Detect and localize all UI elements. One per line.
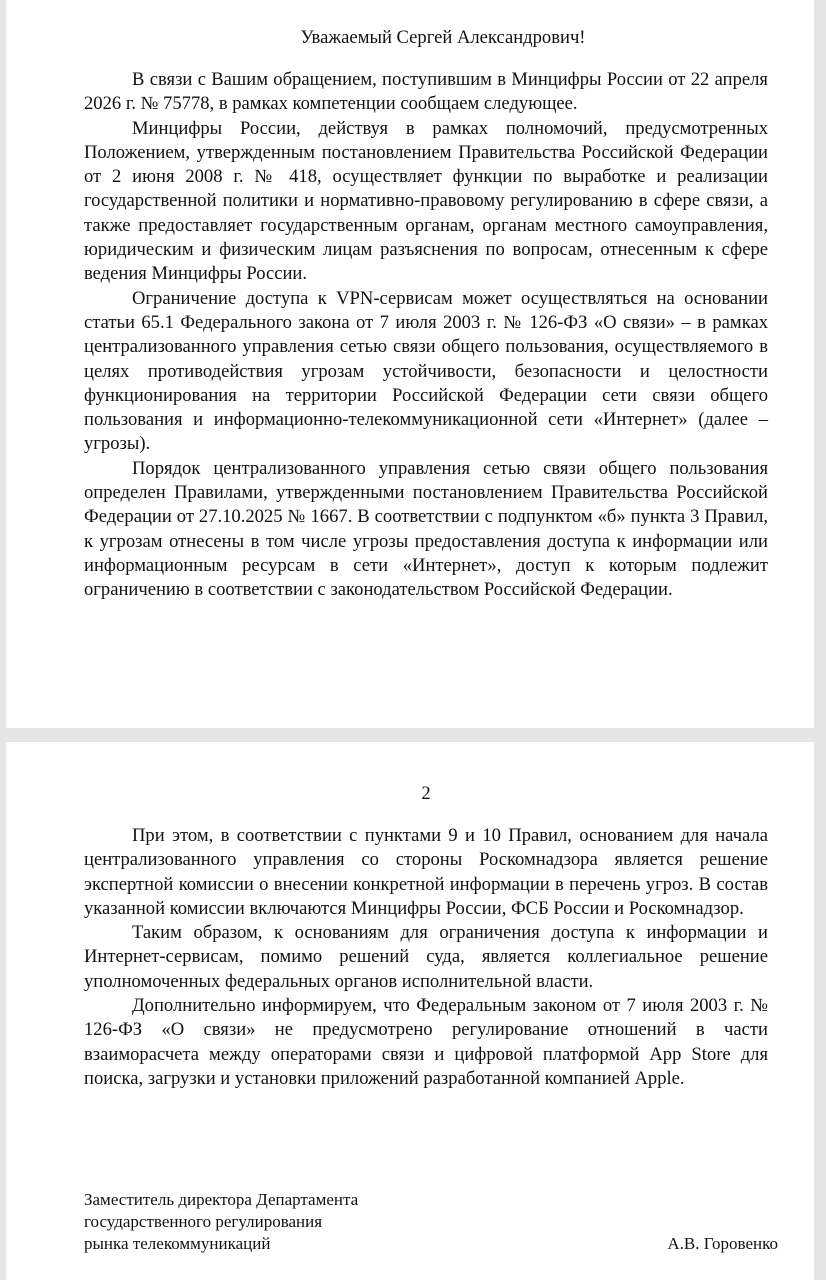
body-paragraph: При этом, в соответствии с пунктами 9 и 10 Правил, основанием для начала централизованного управления со стороны Роскомнадзора является решение экспертной комиссии о внесении конкретной информации в перечень угроз. В состав указанной комиссии включаются Минцифры России, ФСБ России и Роскомнадзор.: [84, 825, 768, 919]
page-number: 2: [421, 783, 431, 804]
body-paragraph: Минцифры России, действуя в рамках полномочий, предусмотренных Положением, утвержденным постановлением Правительства Российской Федерации от 2 июня 2008 г. № 418, осуществляет функции по выработке и реализации государственной политики и нормативно-правовому регулированию в сфере связи, а также предоставляет государственным органам, органам местного самоуправления, юридическим и физическим лицам разъяснения по вопросам, отнесенным к сфере ведения Минцифры России.: [84, 117, 768, 285]
body-paragraph: Порядок централизованного управления сетью связи общего пользования определен Правилами, утвержденными постановлением Правительства Российской Федерации от 27.10.2025 № 1667. В соответствии с подпунктом «б» пункта 3 Правил, к угрозам отнесены в том числе угрозы предоставления доступа к информации или информационным ресурсам в сети «Интернет», доступ к которым подлежит ограничению в соответствии с законодательством Российской Федерации.: [84, 457, 768, 601]
signatory-position-line: рынка телекоммуникаций: [84, 1234, 271, 1253]
signatory-name: А.В. Горовенко: [667, 1234, 778, 1253]
body-paragraph: В связи с Вашим обращением, поступившим в Минцифры России от 22 апреля 2026 г. № 75778, в рамках компетенции сообщаем следующее.: [84, 69, 768, 115]
letter-page-2: [6, 742, 814, 1280]
signatory-position-line: государственного регулирования: [84, 1212, 323, 1231]
signatory-position-line: Заместитель директора Департамента: [84, 1190, 359, 1209]
signature-block: [84, 1189, 778, 1255]
body-paragraph: Дополнительно информируем, что Федеральным законом от 7 июля 2003 г. № 126-ФЗ «О связи» не предусмотрено регулирование отношений в части взаиморасчета между операторами связи и цифровой платформой App Store для поиска, загрузки и установки приложений разработанной компанией Apple.: [84, 995, 768, 1089]
letter-page-1: [6, 0, 814, 728]
body-paragraph: Таким образом, к основаниям для ограничения доступа к информации и Интернет-сервисам, помимо решений суда, является коллегиальное решение уполномоченных федеральных органов исполнительной власти.: [84, 922, 768, 992]
body-paragraph: Ограничение доступа к VPN-сервисам может осуществляться на основании статьи 65.1 Федерального закона от 7 июля 2003 г. № 126-ФЗ «О связи» – в рамках централизованного управления сетью связи общего пользования, осуществляемого в целях противодействия угрозам устойчивости, безопасности и целостности функционирования на территории Российской Федерации сети связи общего пользования и информационно-телекоммуникационной сети «Интернет» (далее – угрозы).: [84, 287, 768, 455]
salutation: Уважаемый Сергей Александрович!: [300, 27, 586, 48]
